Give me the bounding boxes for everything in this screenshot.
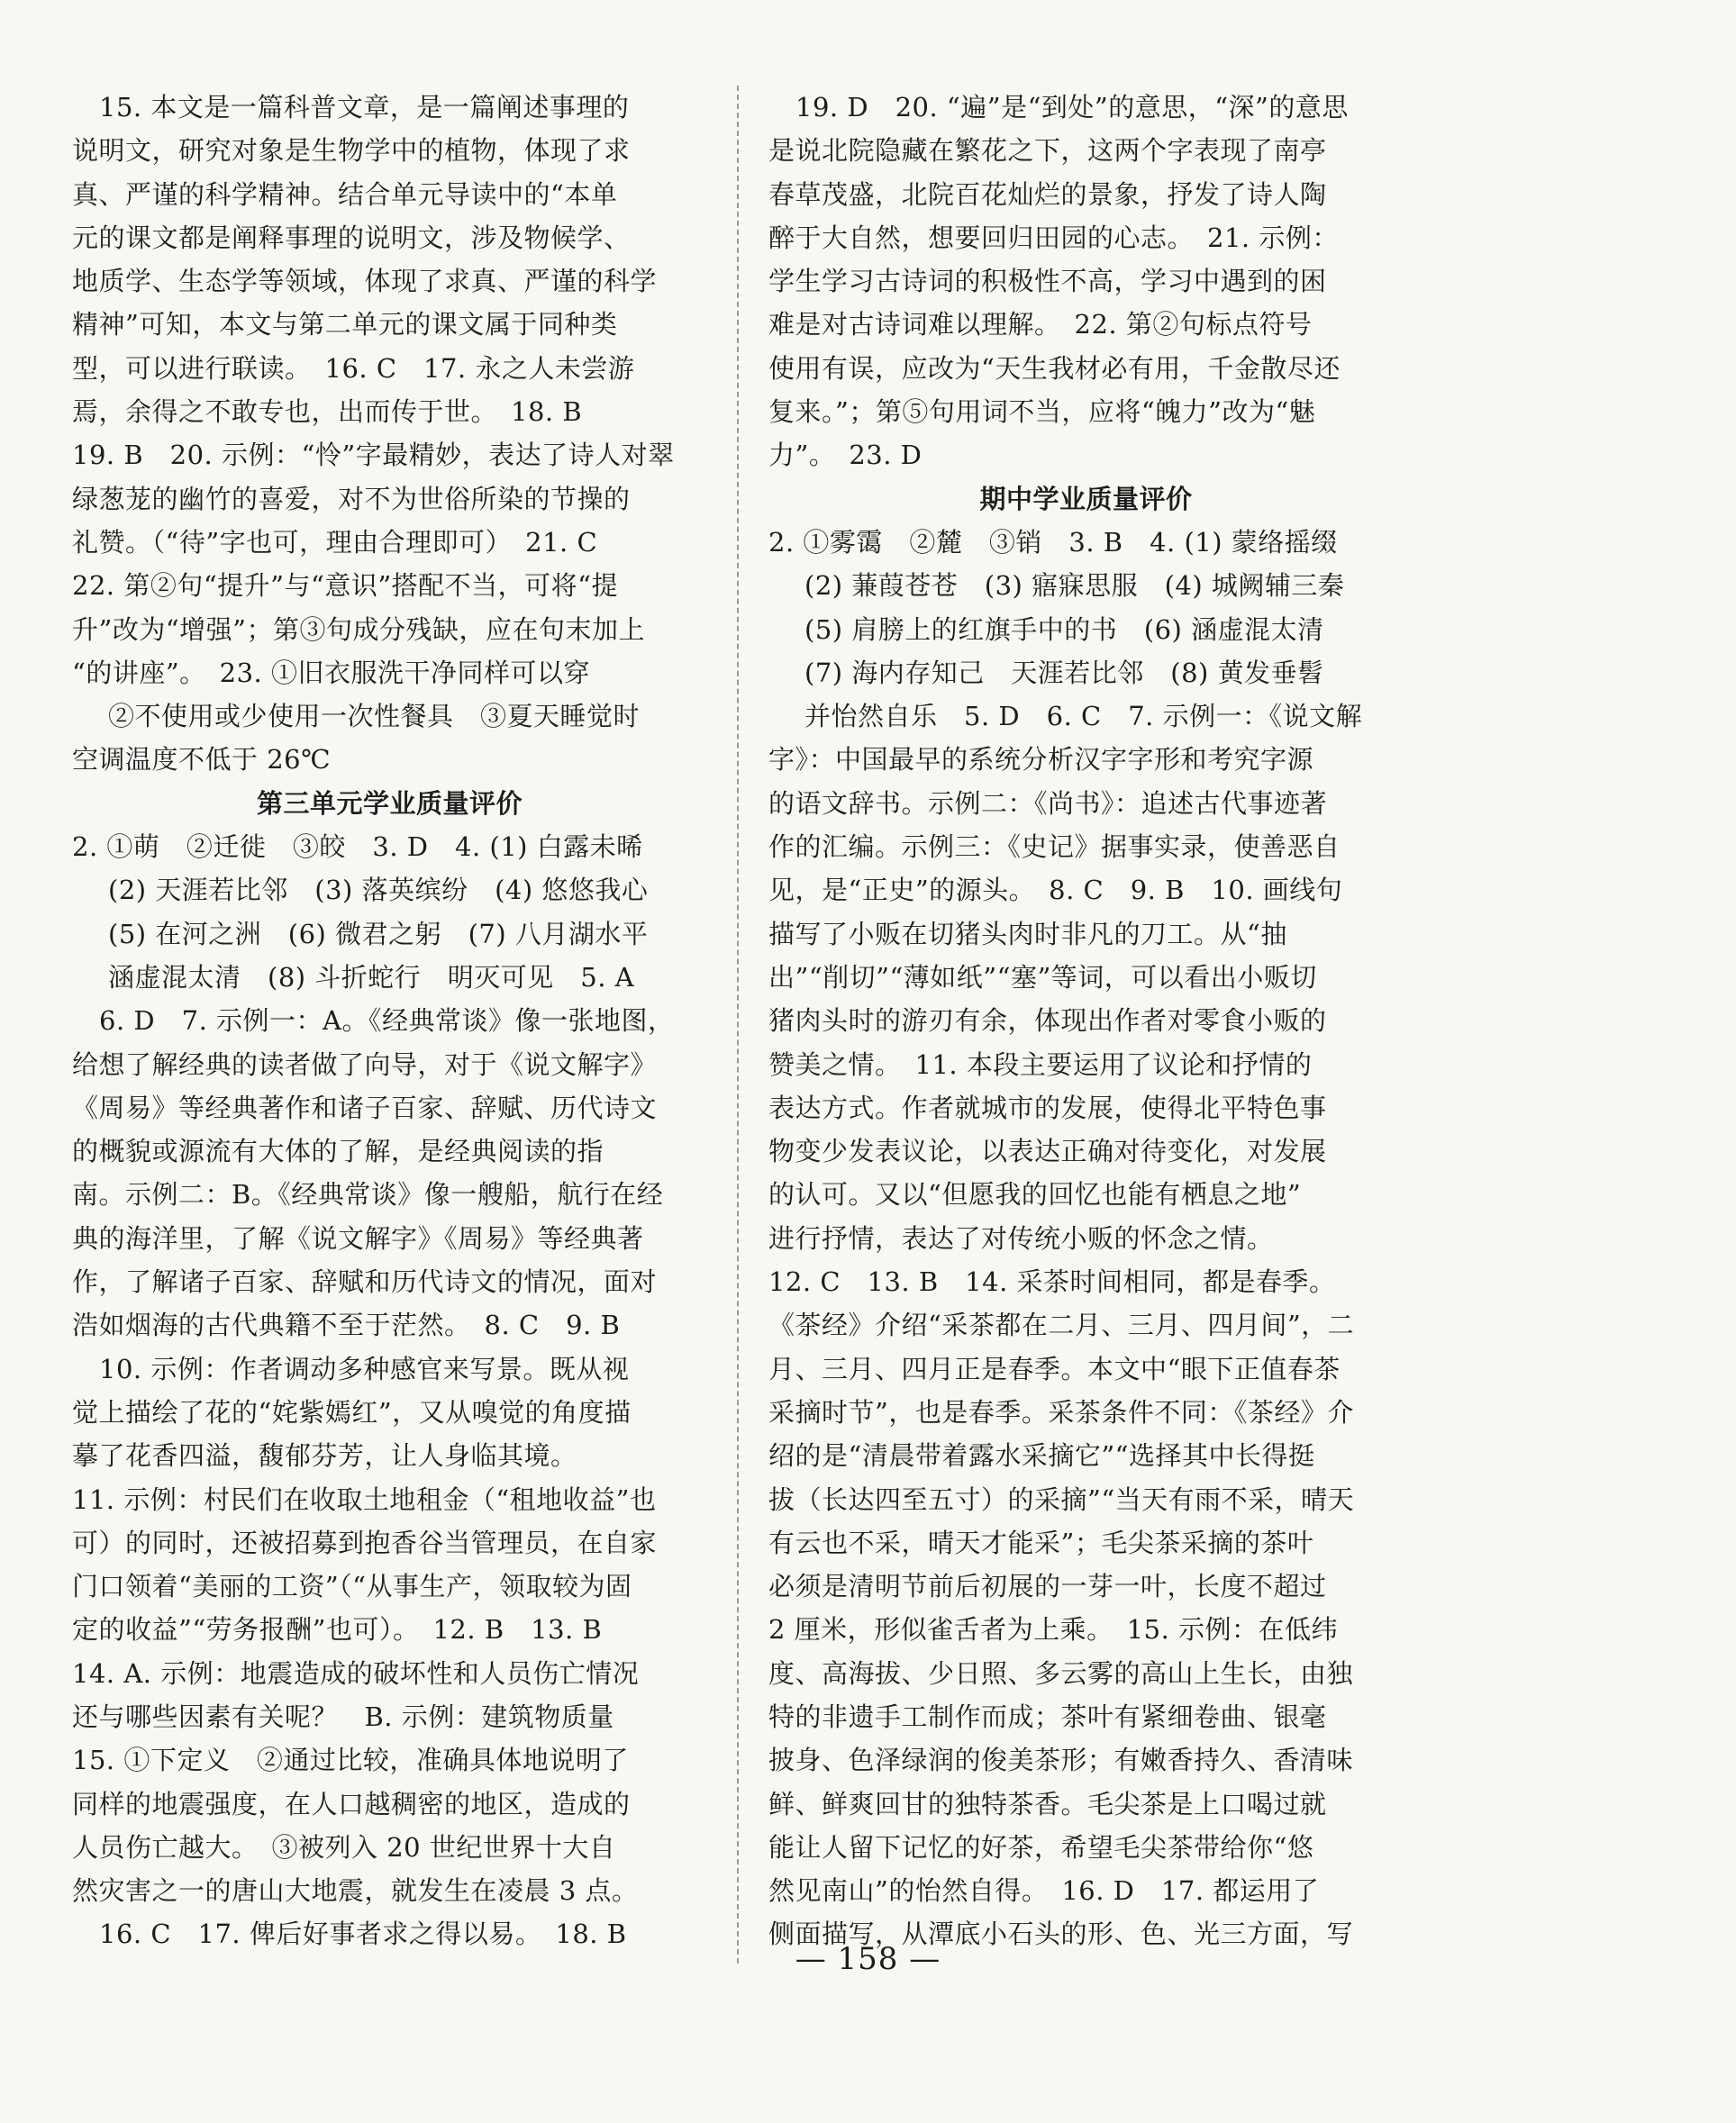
answer-line: 物变少发表议论，以表达正确对待变化，对发展 (768, 1136, 1327, 1167)
answer-line: 2. ①雾霭 ②麓 ③销 3. B 4. (1) 蒙络摇缀 (768, 526, 1338, 558)
answer-line: 描写了小贩在切猪头肉时非凡的刀工。从“抽 (768, 918, 1287, 949)
answer-line: 还与哪些因素有关呢？ B. 示例：建筑物质量 (72, 1701, 614, 1732)
answer-line: 表达方式。作者就城市的发展，使得北平特色事 (768, 1092, 1327, 1123)
answer-line: (5) 在河之洲 (6) 微君之躬 (7) 八月湖水平 (108, 918, 649, 949)
answer-line: 作，了解诸子百家、辞赋和历代诗文的情况，面对 (72, 1266, 658, 1298)
answer-line: 然见南山”的怡然自得。 16. D 17. 都运用了 (768, 1875, 1320, 1907)
answer-line: 14. A. 示例：地震造成的破坏性和人员伤亡情况 (72, 1657, 640, 1689)
answer-line: 给想了解经典的读者做了向导，对于《说文解字》 (72, 1048, 658, 1080)
answer-line: 有云也不采，晴天才能采”；毛尖茶采摘的茶叶 (768, 1527, 1314, 1558)
answer-line: 字》：中国最早的系统分析汉字字形和考究字源 (768, 744, 1314, 776)
answer-line: 的认可。又以“但愿我的回忆也能有栖息之地” (768, 1179, 1302, 1211)
answer-line: 觉上描绘了花的“姹紫嫣红”，又从嗅觉的角度描 (72, 1396, 632, 1428)
answer-line: 19. B 20. 示例：“怜”字最精妙，表达了诗人对翠 (72, 440, 675, 471)
answer-line: 同样的地震强度，在人口越稠密的地区，造成的 (72, 1788, 631, 1819)
answer-line: 2. ①萌 ②迁徙 ③皎 3. D 4. (1) 白露未晞 (72, 831, 643, 863)
answer-line: 春草茂盛，北院百花灿烂的景象，抒发了诗人陶 (768, 178, 1327, 210)
section-title: 期中学业质量评价 (979, 483, 1193, 514)
answer-line: 的语文辞书。示例二：《尚书》：追述古代事迹著 (768, 787, 1328, 819)
answer-line: 升”改为“增强”；第③句成分残缺，应在句末加上 (72, 613, 645, 645)
answer-line: 见，是“正史”的源头。 8. C 9. B 10. 画线句 (768, 875, 1343, 906)
answer-line: 11. 示例：村民们在收取土地租金（“租地收益”也 (72, 1483, 657, 1515)
answer-line: 《周易》等经典著作和诸子百家、辞赋、历代诗文 (72, 1092, 658, 1123)
answer-line: 真、严谨的科学精神。结合单元导读中的“本单 (72, 178, 618, 210)
answer-line: 22. 第②句“提升”与“意识”搭配不当，可将“提 (72, 570, 618, 602)
answer-line: 是说北院隐藏在繁花之下，这两个字表现了南亭 (768, 135, 1327, 167)
answer-line: (2) 天涯若比邻 (3) 落英缤纷 (4) 悠悠我心 (108, 875, 649, 906)
answer-line: 作的汇编。示例三：《史记》据事实录，使善恶自 (768, 831, 1341, 863)
answer-line: 力”。 23. D (768, 440, 923, 471)
answer-line: 月、三月、四月正是春季。本文中“眼下正值春茶 (768, 1353, 1341, 1384)
answer-line: (2) 蒹葭苍苍 (3) 寤寐思服 (4) 城阙辅三秦 (804, 570, 1345, 602)
answer-line: 学生学习古诗词的积极性不高，学习中遇到的困 (768, 266, 1327, 297)
answer-line: 摹了花香四溢，馥郁芬芳，让人身临其境。 (72, 1440, 577, 1472)
answer-line: 赞美之情。 11. 本段主要运用了议论和抒情的 (768, 1048, 1313, 1080)
answer-line: 特的非遗手工制作而成；茶叶有紧细卷曲、银毫 (768, 1701, 1327, 1732)
answer-line: 采摘时节”，也是春季。采茶条件不同：《茶经》介 (768, 1396, 1354, 1428)
answer-line: 南。示例二：B。《经典常谈》像一艘船，航行在经 (72, 1179, 664, 1211)
answer-line: 《茶经》介绍“采茶都在二月、三月、四月间”，二 (768, 1310, 1355, 1341)
page-number: — 158 — (795, 1941, 941, 1977)
answer-line: 并怡然自乐 5. D 6. C 7. 示例一：《说文解 (804, 701, 1363, 732)
answer-line: 元的课文都是阐释事理的说明文，涉及物候学、 (72, 222, 631, 253)
answer-line: 复来。”；第⑤句用词不当，应将“魄力”改为“魅 (768, 396, 1316, 428)
answer-line: 侧面描写，从潭底小石头的形、色、光三方面，写 (768, 1919, 1354, 1950)
answer-line: 型，可以进行联读。 16. C 17. 永之人未尝游 (72, 352, 635, 384)
right-answer-column (768, 86, 1404, 1956)
answer-line: 拔（长达四至五寸）的采摘”“当天有雨不采，晴天 (768, 1483, 1355, 1515)
answer-line: 难是对古诗词难以理解。 22. 第②句标点符号 (768, 309, 1313, 340)
answer-line: 涵虚混太清 (8) 斗折蛇行 明灭可见 5. A (108, 961, 635, 993)
answer-line: 空调温度不低于 26℃ (72, 744, 332, 776)
section-title: 第三单元学业质量评价 (256, 787, 523, 819)
answer-line: 15. ①下定义 ②通过比较，准确具体地说明了 (72, 1745, 629, 1776)
answer-line: 绍的是“清晨带着露水采摘它”“选择其中长得挺 (768, 1440, 1315, 1472)
answer-line: 度、高海拔、少日照、多云雾的高山上生长，由独 (768, 1657, 1354, 1689)
answer-line: 15. 本文是一篇科普文章，是一篇阐述事理的 (99, 92, 630, 122)
answer-line: 可）的同时，还被招募到抱香谷当管理员，在自家 (72, 1527, 658, 1558)
answer-line: (7) 海内存知己 天涯若比邻 (8) 黄发垂髫 (804, 657, 1324, 688)
answer-line: 使用有误，应改为“天生我材必有用，千金散尽还 (768, 352, 1341, 384)
answer-line: 精神”可知，本文与第二单元的课文属于同种类 (72, 309, 618, 340)
answer-line: 能让人留下记忆的好茶，希望毛尖茶带给你“悠 (768, 1831, 1314, 1863)
answer-line: 地质学、生态学等领域，体现了求真、严谨的科学 (72, 266, 658, 297)
answer-line: 16. C 17. 俾后好事者求之得以易。 18. B (99, 1919, 627, 1950)
answer-line: 门口领着“美丽的工资”（“从事生产，领取较为固 (72, 1571, 632, 1602)
answer-line: 然灾害之一的唐山大地震，就发生在凌晨 3 点。 (72, 1875, 639, 1907)
column-divider (737, 86, 739, 1964)
answer-line: 鲜、鲜爽回甘的独特茶香。毛尖茶是上口喝过就 (768, 1788, 1327, 1819)
answer-line: 12. C 13. B 14. 采茶时间相同，都是春季。 (768, 1266, 1336, 1298)
answer-line: 的概貌或源流有大体的了解，是经典阅读的指 (72, 1136, 604, 1167)
answer-line: 10. 示例：作者调动多种感官来写景。既从视 (99, 1353, 630, 1384)
left-answer-column (72, 86, 707, 1956)
answer-line: 进行抒情，表达了对传统小贩的怀念之情。 (768, 1222, 1274, 1254)
answer-line: 典的海洋里，了解《说文解字》《周易》等经典著 (72, 1222, 644, 1254)
answer-line: 披身、色泽绿润的俊美茶形；有嫩香持久、香清味 (768, 1745, 1354, 1776)
answer-line: 出”“削切”“薄如纸”“塞”等词，可以看出小贩切 (768, 961, 1317, 993)
answer-line: 2 厘米，形似雀舌者为上乘。 15. 示例：在低纬 (768, 1614, 1339, 1646)
answer-line: ②不使用或少使用一次性餐具 ③夏天睡觉时 (108, 701, 641, 732)
answer-line: 人员伤亡越大。 ③被列入 20 世纪世界十大自 (72, 1831, 616, 1863)
answer-line: 定的收益”“劳务报酬”也可）。 12. B 13. B (72, 1614, 603, 1646)
answer-line: “的讲座”。 23. ①旧衣服洗干净同样可以穿 (72, 657, 590, 688)
answer-line: 猪肉头时的游刃有余，体现出作者对零食小贩的 (768, 1005, 1327, 1037)
answer-line: 绿葱茏的幽竹的喜爱，对不为世俗所染的节操的 (72, 483, 631, 514)
answer-line: 浩如烟海的古代典籍不至于茫然。 8. C 9. B (72, 1310, 621, 1341)
answer-line: 必须是清明节前后初展的一芽一叶，长度不超过 (768, 1571, 1327, 1602)
answer-line: 19. D 20. “遍”是“到处”的意思，“深”的意思 (795, 92, 1349, 122)
answer-line: 焉，余得之不敢专也，出而传于世。 18. B (72, 396, 583, 428)
answer-line: 醉于大自然，想要回归田园的心志。 21. 示例： (768, 222, 1339, 253)
answer-line: 6. D 7. 示例一：A。《经典常谈》像一张地图， (99, 1005, 675, 1037)
answer-line: (5) 肩膀上的红旗手中的书 (6) 涵虚混太清 (804, 613, 1324, 645)
answer-line: 说明文，研究对象是生物学中的植物，体现了求 (72, 135, 631, 167)
answer-line: 礼赞。（“待”字也可，理由合理即可） 21. C (72, 526, 598, 558)
